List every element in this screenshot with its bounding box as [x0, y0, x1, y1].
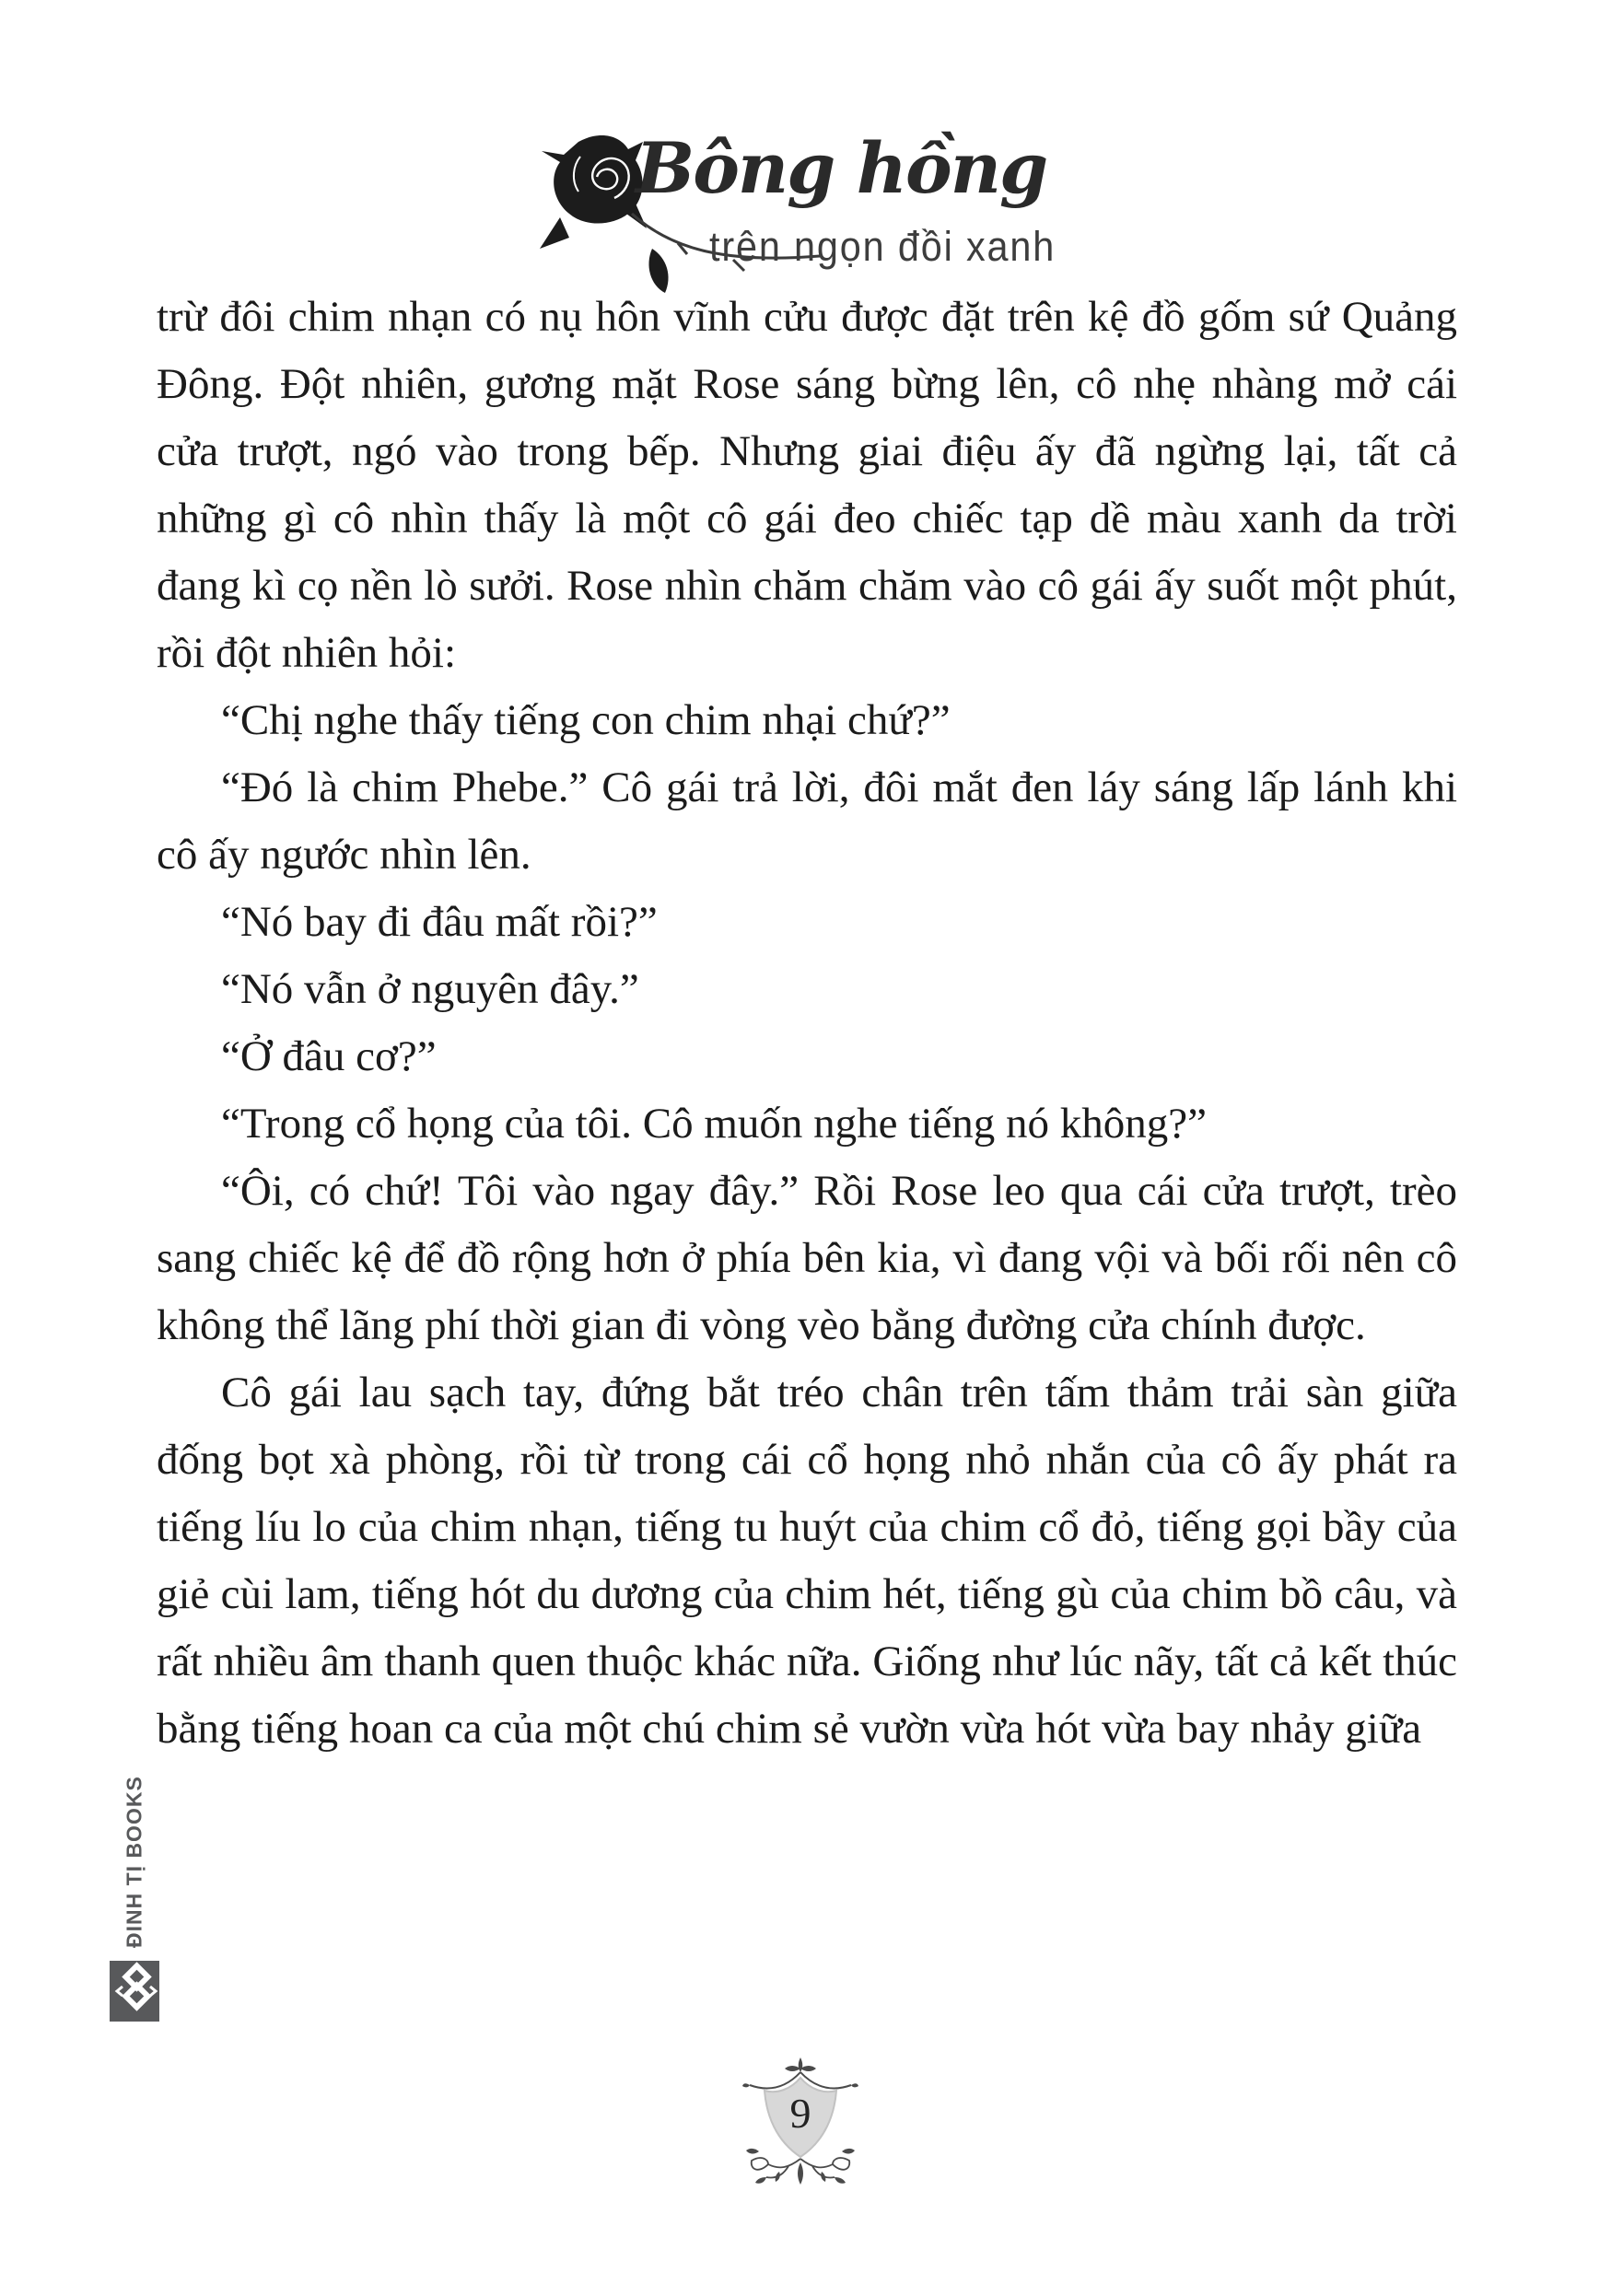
publisher-name: ĐINH TỊ BOOKS [122, 1776, 146, 1948]
dialogue-paragraph: “Nó vẫn ở nguyên đây.” [221, 965, 639, 1013]
book-title: Bông hồng [636, 127, 1047, 209]
dialogue-paragraph: “Trong cổ họng của tôi. Cô muốn nghe tiếng nó không?” [221, 1100, 1207, 1148]
publisher-mark [109, 1776, 160, 2031]
dialogue-paragraph: “Ở đâu cơ?” [221, 1032, 437, 1080]
page-number: 9 [789, 2090, 811, 2137]
dialogue-paragraph: “Nó bay đi đâu mất rồi?” [221, 898, 658, 946]
body-text [157, 284, 1457, 1763]
publisher-diamond-logo-icon [110, 1961, 159, 2022]
body-paragraph: Cô gái lau sạch tay, đứng bắt tréo chân trên tấm thảm trải sàn giữa đống bọt xà phòng, rồi từ trong cái cổ họng nhỏ nhắn của cô ấy phát ra tiếng líu lo của chim nhạn, tiếng tu huýt của chim cổ đỏ, tiếng gọi bầy của giẻ cùi lam, tiếng hót du dương của chim hét, tiếng gù của chim bồ câu, và rất nhiều âm thanh quen thuộc khác nữa. Giống như lúc nãy, tất cả kết thúc bằng tiếng hoan ca của một chú chim sẻ vườn vừa hót vừa bay nhảy giữa [157, 1369, 1457, 1753]
dialogue-paragraph: “Ôi, có chứ! Tôi vào ngay đây.” Rồi Rose leo qua cái cửa trượt, trèo sang chiếc kệ để đồ rộng hơn ở phía bên kia, vì đang vội và bối rối nên cô không thể lãng phí thời gian đi vòng vèo bằng đường cửa chính được. [157, 1167, 1457, 1349]
page-number-badge [742, 2056, 858, 2185]
dialogue-paragraph: “Chị nghe thấy tiếng con chim nhại chứ?” [221, 696, 951, 744]
page-header [516, 120, 1105, 295]
body-paragraph: trừ đôi chim nhạn có nụ hôn vĩnh cửu được đặt trên kệ đồ gốm sứ Quảng Đông. Đột nhiên, gương mặt Rose sáng bừng lên, cô nhẹ nhàng mở cái cửa trượt, ngó vào trong bếp. Nhưng giai điệu ấy đã ngừng lại, tất cả những gì cô nhìn thấy là một cô gái đeo chiếc tạp dề màu xanh da trời đang kì cọ nền lò sưởi. Rose nhìn chăm chăm vào cô gái ấy suốt một phút, rồi đột nhiên hỏi: [157, 293, 1457, 677]
page-number-shield-icon [742, 2056, 858, 2185]
dialogue-paragraph: “Đó là chim Phebe.” Cô gái trả lời, đôi mắt đen láy sáng lấp lánh khi cô ấy ngước nhìn lên. [157, 763, 1457, 879]
book-subtitle: trên ngọn đồi xanh [709, 223, 1056, 270]
